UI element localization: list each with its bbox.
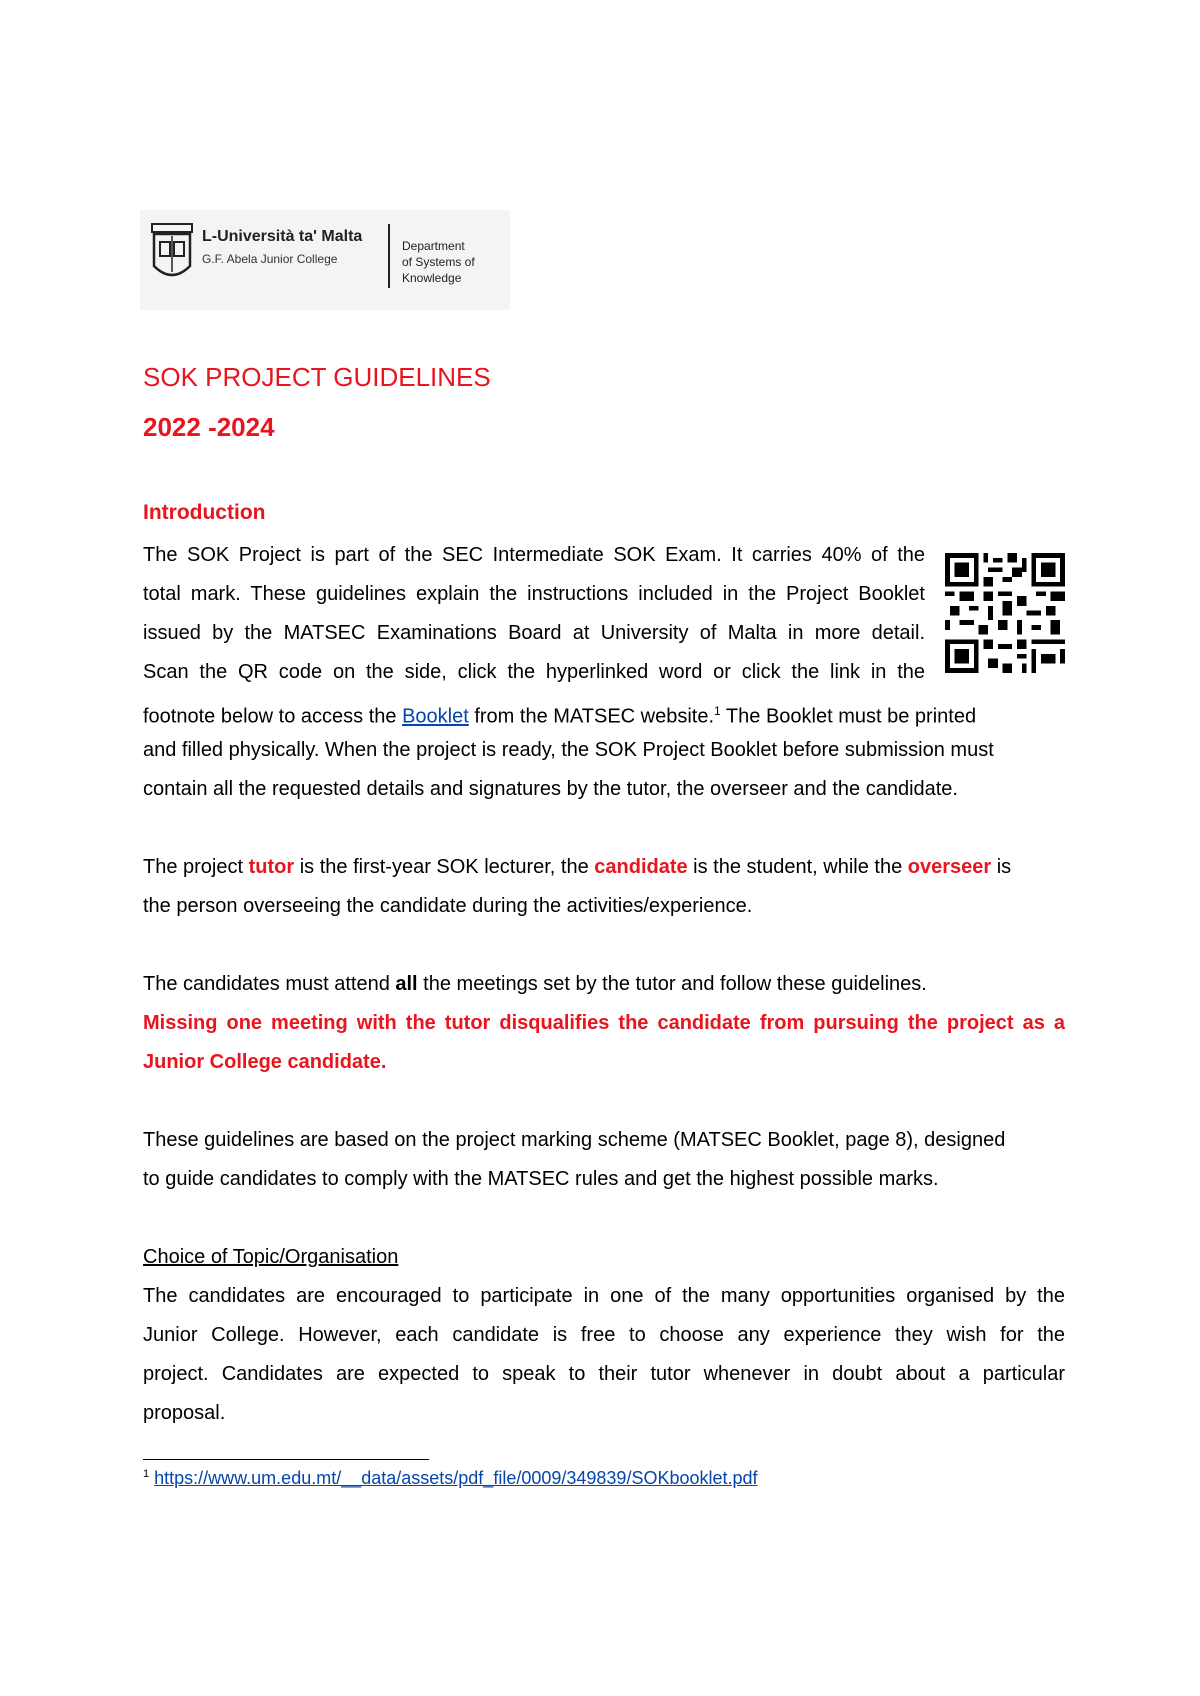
- section-heading-introduction: Introduction: [143, 501, 266, 524]
- college-name: G.F. Abela Junior College: [202, 252, 338, 266]
- paragraph-line: the person overseeing the candidate during the activities/experience.: [143, 895, 753, 917]
- text-run: footnote below to access the: [143, 705, 403, 728]
- paragraph-line: contain all the requested details and signatures by the tutor, the overseer and the candidate.: [143, 778, 958, 800]
- warning-line: Missing one meeting with the tutor disqualifies the candidate from pursuing the project as a: [143, 1012, 1065, 1034]
- text-run: is the student, while the: [687, 856, 908, 878]
- text-run: is the first-year SOK lecturer, the: [294, 856, 595, 878]
- emphasis-all: all: [395, 973, 418, 995]
- paragraph-line: [143, 699, 976, 729]
- department-name: [402, 238, 475, 286]
- crest-icon: [150, 222, 194, 286]
- paragraph-line: Scan the QR code on the side, click the hyperlinked word or click the link in the: [143, 661, 925, 683]
- term-overseer: overseer: [907, 856, 992, 878]
- footnote-link[interactable]: https://www.um.edu.mt/__data/assets/pdf_file/0009/349839/SOKbooklet.pdf: [154, 1468, 758, 1488]
- text-run: from the MATSEC website.: [468, 705, 715, 728]
- university-logo: [140, 210, 510, 310]
- footnote: [143, 1468, 758, 1489]
- paragraph-line: proposal.: [143, 1402, 226, 1424]
- paragraph-line: issued by the MATSEC Examinations Board at University of Malta in more detail.: [143, 622, 925, 644]
- paragraph-line: The SOK Project is part of the SEC Intermediate SOK Exam. It carries 40% of the: [143, 544, 925, 566]
- text-run: The Booklet must be printed: [720, 705, 977, 728]
- department-line: Department: [402, 239, 465, 253]
- paragraph-line: total mark. These guidelines explain the instructions included in the Project Booklet: [143, 583, 925, 605]
- text-run: the meetings set by the tutor and follow these guidelines.: [417, 973, 927, 995]
- document-title: SOK PROJECT GUIDELINES: [143, 362, 491, 392]
- department-line: Knowledge: [402, 271, 462, 285]
- paragraph-line: [143, 972, 927, 996]
- document-years: 2022 -2024: [143, 412, 275, 442]
- qr-code[interactable]: [945, 553, 1065, 673]
- department-line: of Systems of: [402, 255, 475, 269]
- paragraph-line: project. Candidates are expected to speak to their tutor whenever in doubt about a particular: [143, 1363, 1065, 1385]
- term-tutor: tutor: [248, 856, 295, 878]
- section-heading-choice: Choice of Topic/Organisation: [143, 1246, 399, 1268]
- text-run: The candidates must attend: [143, 973, 396, 995]
- paragraph-line: Junior College. However, each candidate is free to choose any experience they wish for the: [143, 1324, 1065, 1346]
- paragraph-line: and filled physically. When the project is ready, the SOK Project Booklet before submission must: [143, 739, 994, 761]
- footnote-ref[interactable]: 1: [714, 704, 721, 718]
- paragraph-line: The candidates are encouraged to participate in one of the many opportunities organised by the: [143, 1285, 1065, 1307]
- term-candidate: candidate: [594, 856, 688, 878]
- text-run: is: [991, 856, 1012, 878]
- logo-divider: [388, 224, 390, 288]
- text-run: The project: [143, 856, 249, 878]
- paragraph-line: to guide candidates to comply with the MATSEC rules and get the highest possible marks.: [143, 1168, 939, 1190]
- footnote-separator: [143, 1459, 429, 1460]
- booklet-link[interactable]: Booklet: [402, 705, 469, 728]
- paragraph-line: [143, 855, 1011, 879]
- warning-line: Junior College candidate.: [143, 1051, 387, 1073]
- paragraph-line: These guidelines are based on the project marking scheme (MATSEC Booklet, page 8), designed: [143, 1129, 1006, 1151]
- footnote-number: 1: [143, 1468, 150, 1480]
- university-name: L-Università ta' Malta: [202, 228, 363, 245]
